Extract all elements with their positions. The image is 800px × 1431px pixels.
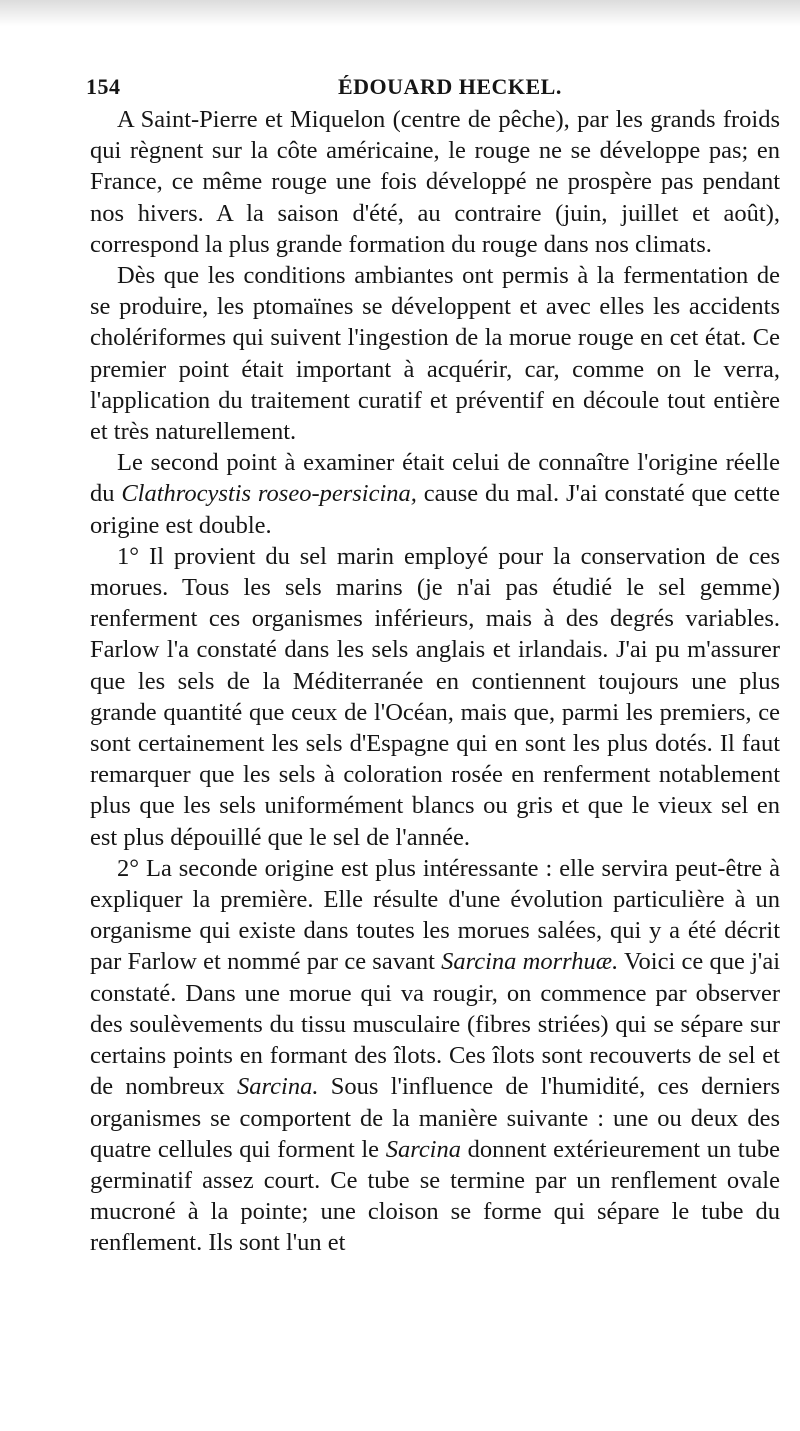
species-name: Clathrocystis roseo-persicina, bbox=[121, 480, 417, 508]
paragraph-2 bbox=[90, 260, 780, 447]
species-name: Sarcina bbox=[385, 1135, 461, 1163]
species-name: Sarcina morrhuæ. bbox=[441, 948, 619, 976]
running-head: ÉDOUARD HECKEL. bbox=[338, 74, 562, 99]
paragraph-text: A Saint-Pierre et Miquelon (centre de pêche), par les grands froids qui règnent sur la côte américaine, le rouge ne se développe pas; en France, ce même rouge une fois développé ne prospère pas pendant nos hivers. A la saison d'été, au contraire (juin, juillet et août), correspond la plus grande formation du rouge dans nos climats. bbox=[90, 106, 780, 258]
body-text bbox=[90, 104, 780, 1259]
page-header bbox=[86, 74, 776, 104]
paragraph-text: donnent extérieurement un tube germinatif assez court. Ce tube se termine par un renflement ovale mucroné à la pointe; une cloison se forme qui sépare le tube du renflement. Ils sont l'un et bbox=[90, 1135, 781, 1257]
paragraph-4 bbox=[90, 541, 780, 853]
paragraph-text: cause du mal. J'ai constaté que cette origine est double. bbox=[90, 480, 780, 539]
page-number: 154 bbox=[86, 74, 121, 99]
paragraph-text: Voici ce que j'ai constaté. Dans une morue qui va rougir, on commence par observer des soulèvements du tissu musculaire (fibres striées) qui se sépare sur certains points en formant des îlots. Ces îlots sont recouverts de sel et de nombreux bbox=[90, 948, 780, 1101]
paragraph-text: Le second point à examiner était celui de connaître l'origine réelle du bbox=[90, 449, 780, 508]
paragraph-text: 2° La seconde origine est plus intéressante : elle servira peut-être à expliquer la première. Elle résulte d'une évolution particulière à un organisme qui existe dans toutes les morues salées, qui y a été décrit par Farlow et nommé par ce savant bbox=[90, 854, 780, 976]
paragraph-text: 1° Il provient du sel marin employé pour la conservation de ces morues. Tous les sels marins (je n'ai pas étudié le sel gemme) renferment ces organismes inférieurs, mais à des degrés variables. Farlow l'a constaté dans les sels anglais et irlandais. J'ai pu m'assurer que les sels de la Méditerranée en contiennent toujours une plus grande quantité que ceux de l'Océan, mais que, parmi les premiers, ce sont certainement les sels d'Espagne qui en sont les plus dotés. Il faut remarquer que les sels à coloration rosée en renferment notablement plus que les sels uniformément blancs ou gris et que le vieux sel en est plus dépouillé que le sel de l'année. bbox=[90, 542, 780, 851]
paragraph-1 bbox=[90, 104, 780, 260]
paragraph-3 bbox=[90, 447, 780, 541]
page-edge-shadow bbox=[0, 0, 800, 26]
paragraph-5 bbox=[90, 853, 780, 1259]
paragraph-text: Dès que les conditions ambiantes ont permis à la fermentation de se produire, les ptomaïnes se développent et avec elles les accidents cholériformes qui suivent l'ingestion de la morue rouge en cet état. Ce premier point était important à acquérir, car, comme on le verra, l'application du traitement curatif et préventif en découle tout entière et très naturellement. bbox=[90, 262, 780, 446]
species-name: Sarcina. bbox=[237, 1073, 319, 1101]
paragraph-text: Sous l'influence de l'humidité, ces derniers organismes se comportent de la manière suivante : une ou deux des quatre cellules qui forment le bbox=[90, 1073, 780, 1163]
